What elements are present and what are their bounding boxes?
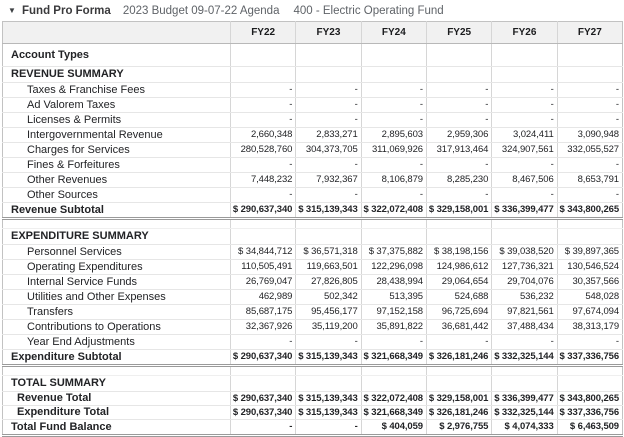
table-row [3,305,623,320]
value-cell: 97,821,561 [492,305,557,320]
table-row [3,335,623,350]
table-row [3,83,623,98]
value-cell [231,219,296,229]
value-cell: 548,028 [557,290,622,305]
value-cell: - [492,98,557,113]
value-cell: - [296,83,361,98]
value-cell: $ 326,181,246 [426,406,491,420]
value-cell: 3,024,411 [492,128,557,143]
value-cell [296,376,361,392]
value-cell: 462,989 [231,290,296,305]
value-cell: - [231,98,296,113]
row-label: Year End Adjustments [3,335,231,350]
value-cell: 97,152,158 [361,305,426,320]
value-cell [426,219,491,229]
value-cell: 130,546,524 [557,260,622,275]
table-row [3,128,623,143]
value-cell: $ 322,072,408 [361,203,426,219]
table-row [3,44,623,67]
value-cell: 122,296,098 [361,260,426,275]
row-label: Operating Expenditures [3,260,231,275]
value-cell: 332,055,527 [557,143,622,158]
value-cell: 2,959,306 [426,128,491,143]
row-label: Licenses & Permits [3,113,231,128]
value-cell: $ 290,637,340 [231,392,296,406]
value-cell: 513,395 [361,290,426,305]
row-label: Personnel Services [3,245,231,260]
value-cell: - [361,83,426,98]
table-row [3,245,623,260]
value-cell: 29,704,076 [492,275,557,290]
table-row [3,173,623,188]
value-cell: 29,064,654 [426,275,491,290]
row-label: Expenditure Subtotal [3,350,231,366]
value-cell: $ 315,139,343 [296,406,361,420]
value-cell: $ 290,637,340 [231,203,296,219]
value-cell: $ 34,844,712 [231,245,296,260]
value-cell: 110,505,491 [231,260,296,275]
value-cell [296,366,361,376]
value-cell: 317,913,464 [426,143,491,158]
row-label: Ad Valorem Taxes [3,98,231,113]
row-label [3,366,231,376]
value-cell: - [557,158,622,173]
column-header-fy24: FY24 [361,22,426,44]
value-cell: $ 336,399,477 [492,392,557,406]
value-cell [557,44,622,67]
value-cell [231,229,296,245]
value-cell: 35,119,200 [296,320,361,335]
value-cell: - [426,335,491,350]
value-cell: - [296,335,361,350]
value-cell: $ 2,976,755 [426,420,491,436]
value-cell: 124,986,612 [426,260,491,275]
row-label [3,219,231,229]
value-cell: $ 315,139,343 [296,392,361,406]
value-cell: $ 4,074,333 [492,420,557,436]
row-label: Utilities and Other Expenses [3,290,231,305]
value-cell: 8,467,506 [492,173,557,188]
value-cell: 127,736,321 [492,260,557,275]
row-label: Other Revenues [3,173,231,188]
value-cell: - [426,188,491,203]
value-cell: 35,891,822 [361,320,426,335]
value-cell: $ 404,059 [361,420,426,436]
value-cell: - [426,83,491,98]
value-cell: 95,456,177 [296,305,361,320]
value-cell: $ 337,336,756 [557,350,622,366]
column-header-accounts [3,22,231,44]
value-cell [557,376,622,392]
value-cell: - [426,158,491,173]
value-cell [361,366,426,376]
row-label: Internal Service Funds [3,275,231,290]
table-row [3,350,623,366]
value-cell: - [231,83,296,98]
value-cell [296,44,361,67]
value-cell [296,67,361,83]
value-cell: - [426,113,491,128]
row-label: Charges for Services [3,143,231,158]
value-cell: $ 326,181,246 [426,350,491,366]
table-row [3,420,623,436]
table-row [3,260,623,275]
column-header-fy22: FY22 [231,22,296,44]
value-cell: 38,313,179 [557,320,622,335]
value-cell [557,366,622,376]
row-label: Revenue Subtotal [3,203,231,219]
value-cell: - [492,113,557,128]
value-cell [492,67,557,83]
value-cell: 7,448,232 [231,173,296,188]
value-cell: $ 6,463,509 [557,420,622,436]
value-cell [231,366,296,376]
value-cell: $ 39,897,365 [557,245,622,260]
value-cell: 311,069,926 [361,143,426,158]
value-cell: $ 315,139,343 [296,350,361,366]
value-cell: $ 39,038,520 [492,245,557,260]
value-cell: 37,488,434 [492,320,557,335]
row-label: TOTAL SUMMARY [3,376,231,392]
value-cell [426,44,491,67]
table-header-row [3,22,623,44]
value-cell: 502,342 [296,290,361,305]
value-cell: 304,373,705 [296,143,361,158]
report-header-bar [0,0,624,21]
value-cell: - [296,98,361,113]
value-cell [231,376,296,392]
value-cell: - [557,113,622,128]
table-row [3,158,623,173]
table-row [3,320,623,335]
value-cell: $ 332,325,144 [492,350,557,366]
value-cell: $ 336,399,477 [492,203,557,219]
report-title: Fund Pro Forma [22,4,111,17]
value-cell: - [296,188,361,203]
value-cell: 85,687,175 [231,305,296,320]
value-cell: 96,725,694 [426,305,491,320]
row-label: EXPENDITURE SUMMARY [3,229,231,245]
table-row [3,376,623,392]
value-cell [426,376,491,392]
value-cell: - [492,158,557,173]
value-cell: $ 321,668,349 [361,350,426,366]
row-label: Expenditure Total [3,406,231,420]
row-label: Other Sources [3,188,231,203]
table-row [3,67,623,83]
value-cell: $ 322,072,408 [361,392,426,406]
value-cell: 8,285,230 [426,173,491,188]
table-row [3,290,623,305]
value-cell: $ 337,336,756 [557,406,622,420]
value-cell [557,219,622,229]
row-label: Intergovernmental Revenue [3,128,231,143]
table-row [3,219,623,229]
pro-forma-table-body [3,44,623,436]
row-label: Taxes & Franchise Fees [3,83,231,98]
report-fund-name: 400 - Electric Operating Fund [293,4,444,17]
value-cell [361,44,426,67]
value-cell: 2,660,348 [231,128,296,143]
value-cell: $ 329,158,001 [426,203,491,219]
value-cell [557,229,622,245]
value-cell [361,229,426,245]
value-cell: 3,090,948 [557,128,622,143]
table-row [3,98,623,113]
value-cell: - [231,420,296,436]
value-cell: 280,528,760 [231,143,296,158]
value-cell: $ 321,668,349 [361,406,426,420]
value-cell: - [231,158,296,173]
value-cell [361,376,426,392]
row-label: Revenue Total [3,392,231,406]
value-cell: - [231,113,296,128]
value-cell: - [557,335,622,350]
row-label: Account Types [3,44,231,67]
value-cell: - [492,335,557,350]
value-cell: $ 37,375,882 [361,245,426,260]
column-header-fy27: FY27 [557,22,622,44]
value-cell: $ 290,637,340 [231,406,296,420]
report-budget-name: 2023 Budget 09-07-22 Agenda [122,4,280,17]
value-cell: $ 329,158,001 [426,392,491,406]
value-cell: 36,681,442 [426,320,491,335]
value-cell [557,67,622,83]
value-cell: 2,895,603 [361,128,426,143]
collapse-arrow-icon[interactable]: ▼ [8,6,16,15]
value-cell: - [296,420,361,436]
value-cell [492,44,557,67]
value-cell [231,44,296,67]
value-cell: 8,653,791 [557,173,622,188]
table-row [3,188,623,203]
value-cell [492,219,557,229]
column-header-fy23: FY23 [296,22,361,44]
value-cell [492,366,557,376]
row-label: Fines & Forfeitures [3,158,231,173]
table-row [3,406,623,420]
value-cell: $ 332,325,144 [492,406,557,420]
column-header-fy26: FY26 [492,22,557,44]
value-cell: 28,438,994 [361,275,426,290]
pro-forma-table [2,21,623,437]
table-row [3,366,623,376]
value-cell: $ 38,198,156 [426,245,491,260]
value-cell: - [557,188,622,203]
value-cell [361,67,426,83]
value-cell: 119,663,501 [296,260,361,275]
table-row [3,113,623,128]
row-label: Transfers [3,305,231,320]
table-row [3,275,623,290]
value-cell [492,229,557,245]
value-cell: - [492,188,557,203]
row-label: Contributions to Operations [3,320,231,335]
value-cell: - [557,98,622,113]
row-label: Total Fund Balance [3,420,231,436]
value-cell: 7,932,367 [296,173,361,188]
value-cell: 8,106,879 [361,173,426,188]
value-cell [426,67,491,83]
row-label: REVENUE SUMMARY [3,67,231,83]
column-header-fy25: FY25 [426,22,491,44]
value-cell: $ 343,800,265 [557,392,622,406]
table-row [3,229,623,245]
value-cell: - [557,83,622,98]
value-cell [426,366,491,376]
value-cell: - [231,188,296,203]
value-cell: 2,833,271 [296,128,361,143]
value-cell: - [296,113,361,128]
value-cell: 26,769,047 [231,275,296,290]
value-cell: $ 36,571,318 [296,245,361,260]
table-row [3,143,623,158]
value-cell: - [231,335,296,350]
value-cell: - [361,158,426,173]
value-cell [231,67,296,83]
value-cell: 97,674,094 [557,305,622,320]
value-cell: 27,826,805 [296,275,361,290]
value-cell [296,219,361,229]
value-cell: $ 290,637,340 [231,350,296,366]
value-cell [296,229,361,245]
value-cell: 524,688 [426,290,491,305]
value-cell: 30,357,566 [557,275,622,290]
table-row [3,392,623,406]
value-cell [426,229,491,245]
value-cell: - [361,188,426,203]
value-cell: - [426,98,491,113]
value-cell: 536,232 [492,290,557,305]
value-cell: $ 315,139,343 [296,203,361,219]
value-cell: - [361,113,426,128]
value-cell [361,219,426,229]
value-cell: - [492,83,557,98]
table-row [3,203,623,219]
value-cell: - [361,98,426,113]
value-cell: 32,367,926 [231,320,296,335]
value-cell: - [296,158,361,173]
value-cell: $ 343,800,265 [557,203,622,219]
value-cell [492,376,557,392]
value-cell: - [361,335,426,350]
value-cell: 324,907,561 [492,143,557,158]
